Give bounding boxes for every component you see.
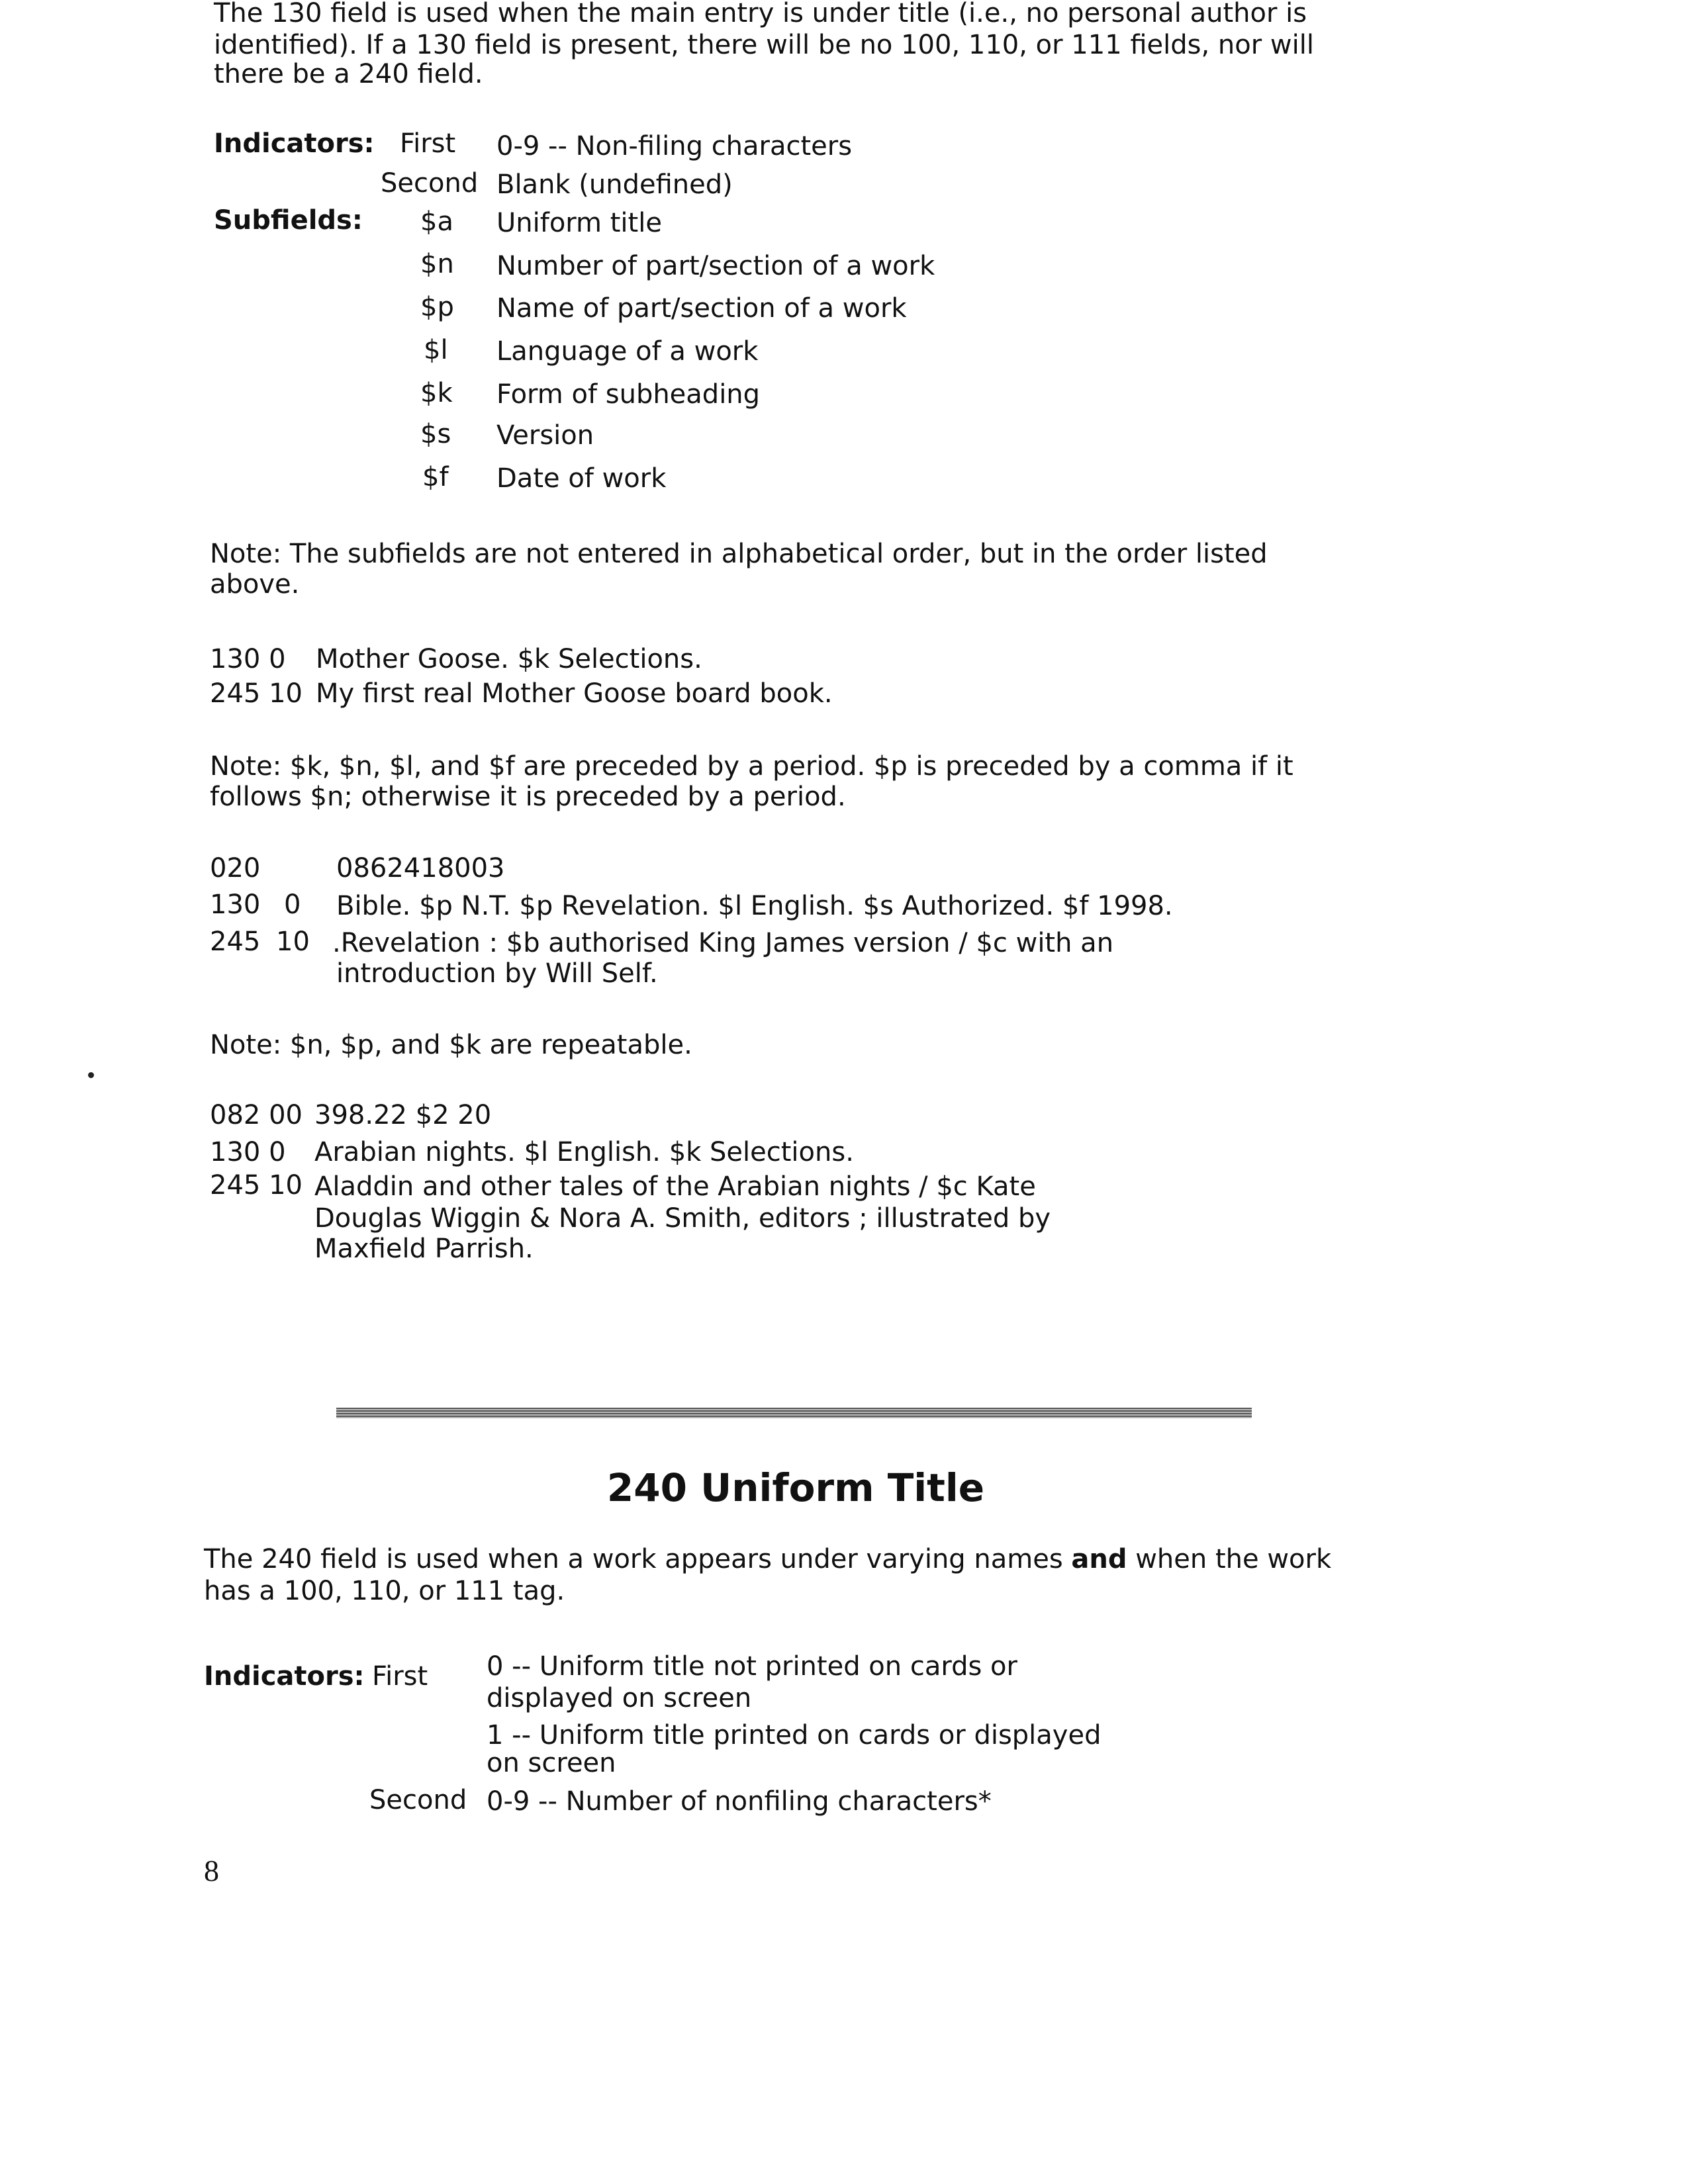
marc-tag: 130 0 bbox=[210, 644, 286, 674]
paragraph-text: when the work bbox=[1127, 1544, 1332, 1574]
subfield-code: $s bbox=[420, 419, 451, 449]
note-line: Note: The subfields are not entered in alphabetical order, but in the order listed bbox=[210, 539, 1268, 569]
marc-text: Bible. $p N.T. $p Revelation. $l English. $s Authorized. $f 1998. bbox=[336, 891, 1173, 921]
subfield-code: $p bbox=[420, 292, 454, 322]
marc-text: Arabian nights. $l English. $k Selections. bbox=[314, 1137, 854, 1167]
subfield-desc: Name of part/section of a work bbox=[496, 293, 907, 324]
marc-text: introduction by Will Self. bbox=[336, 958, 658, 989]
second-indicator-label: Second bbox=[381, 168, 479, 199]
indicators-label: Indicators: bbox=[214, 128, 375, 159]
marc-text: Aladdin and other tales of the Arabian nights / $c Kate bbox=[314, 1171, 1036, 1202]
subfield-code: $f bbox=[422, 462, 449, 492]
subfield-desc: Number of part/section of a work bbox=[496, 251, 935, 281]
second-indicator-label: Second bbox=[369, 1785, 467, 1815]
intro-line: The 130 field is used when the main entry is under title (i.e., no personal author is bbox=[214, 0, 1307, 28]
note-line: follows $n; otherwise it is preceded by a period. bbox=[210, 782, 846, 812]
note-line: Note: $k, $n, $l, and $f are preceded by a period. $p is preceded by a comma if it bbox=[210, 751, 1293, 782]
intro-line: identified). If a 130 field is present, there will be no 100, 110, or 111 fields, nor will bbox=[214, 30, 1314, 60]
first-indicator-label: First bbox=[372, 1661, 428, 1692]
first-indicator-value: on screen bbox=[487, 1748, 616, 1778]
subfield-desc: Uniform title bbox=[496, 208, 662, 238]
marc-tag: 130 0 bbox=[210, 1137, 286, 1167]
subfield-code: $k bbox=[420, 378, 453, 408]
first-indicator-value: 0 -- Uniform title not printed on cards or bbox=[487, 1651, 1017, 1682]
indicators-label: Indicators: bbox=[204, 1661, 365, 1692]
scan-speck bbox=[88, 1072, 94, 1078]
page-number: 8 bbox=[204, 1854, 219, 1888]
first-indicator-label: First bbox=[400, 128, 456, 159]
marc-ind: 10 bbox=[276, 927, 310, 957]
subfield-desc: Date of work bbox=[496, 463, 667, 494]
marc-tag: 245 10 bbox=[210, 678, 303, 709]
note-line: Note: $n, $p, and $k are repeatable. bbox=[210, 1030, 692, 1060]
marc-ind: 0 bbox=[284, 889, 301, 920]
paragraph-bold: and bbox=[1071, 1544, 1127, 1574]
marc-tag: 020 bbox=[210, 853, 261, 884]
marc-text: .Revelation : $b authorised King James version / $c with an bbox=[332, 928, 1114, 958]
section-divider bbox=[336, 1408, 1252, 1418]
subfield-code: $a bbox=[420, 206, 453, 237]
subfield-desc: Form of subheading bbox=[496, 379, 761, 410]
first-indicator-value: 1 -- Uniform title printed on cards or displayed bbox=[487, 1720, 1102, 1751]
subfield-desc: Version bbox=[496, 420, 594, 451]
subfield-code: $l bbox=[424, 335, 448, 365]
marc-tag: 245 10 bbox=[210, 1170, 303, 1201]
subfields-label: Subfields: bbox=[214, 205, 363, 236]
second-indicator-value: Blank (undefined) bbox=[496, 169, 733, 200]
marc-text: Douglas Wiggin & Nora A. Smith, editors ; illustrated by bbox=[314, 1203, 1051, 1234]
marc-text: My first real Mother Goose board book. bbox=[316, 678, 833, 709]
marc-tag: 082 00 bbox=[210, 1100, 303, 1130]
section-heading: 240 Uniform Title bbox=[606, 1465, 985, 1510]
intro-line: there be a 240 field. bbox=[214, 59, 483, 89]
marc-text: Maxfield Parrish. bbox=[314, 1234, 534, 1264]
marc-tag: 130 bbox=[210, 889, 261, 920]
subfield-desc: Language of a work bbox=[496, 336, 759, 367]
marc-text: Mother Goose. $k Selections. bbox=[316, 644, 702, 674]
subfield-code: $n bbox=[420, 249, 454, 279]
marc-tag: 245 bbox=[210, 927, 261, 957]
paragraph-line bbox=[204, 1543, 1331, 1575]
note-line: above. bbox=[210, 569, 300, 600]
first-indicator-value: displayed on screen bbox=[487, 1683, 752, 1713]
paragraph-text: The 240 field is used when a work appears under varying names bbox=[204, 1544, 1072, 1574]
marc-text: 0862418003 bbox=[336, 853, 505, 884]
paragraph-line: has a 100, 110, or 111 tag. bbox=[204, 1576, 565, 1606]
first-indicator-value: 0-9 -- Non-filing characters bbox=[496, 131, 853, 161]
marc-text: 398.22 $2 20 bbox=[314, 1100, 492, 1130]
second-indicator-value: 0-9 -- Number of nonfiling characters* bbox=[487, 1786, 992, 1817]
